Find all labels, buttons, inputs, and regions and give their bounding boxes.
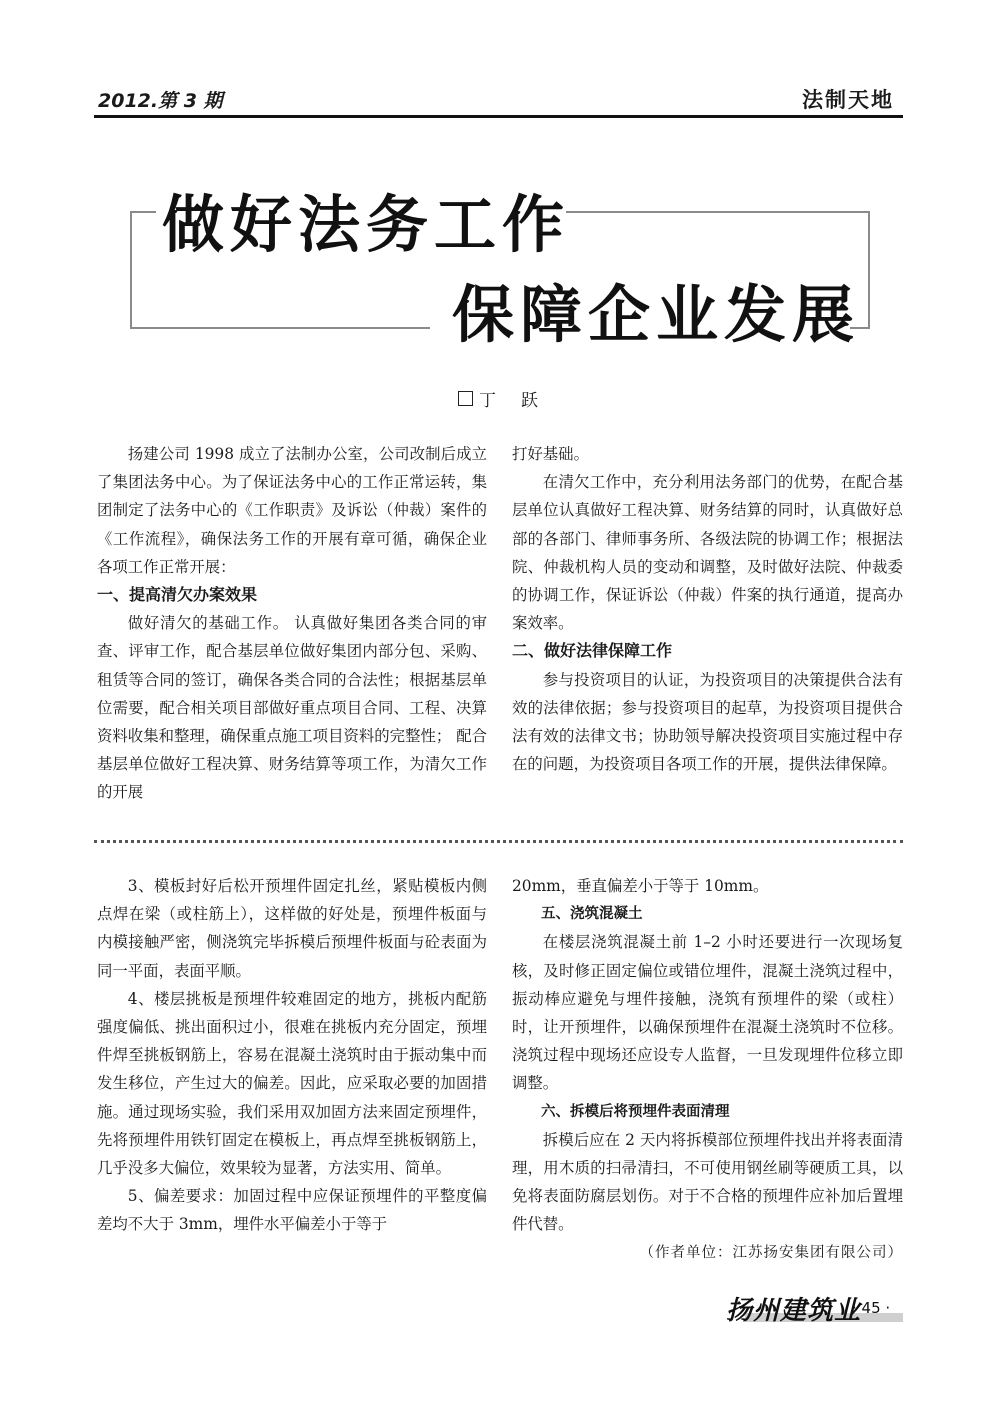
article-column-1: [97, 440, 487, 807]
page-number: · 45 ·: [852, 1299, 891, 1317]
paragraph: 在清欠工作中，充分利用法务部门的优势，在配合基层单位认真做好工程决算、财务结算的同时，认真做好总部的各部门、律师事务所、各级法院的协调工作；根据法院、仲裁机构人员的变动和调整，及时做好法院、仲裁委的协调工作，保证诉讼（仲裁）件案的执行通道，提高办案效率。: [512, 473, 903, 633]
header-rule: [94, 115, 903, 118]
article-title-line1: 做好法务工作: [162, 188, 571, 261]
paragraph: 扬建公司 1998 成立了法制办公室，公司改制后成立了集团法务中心。为了保证法务中心的工作正常运转，集团制定了法务中心的《工作职责》及诉讼（仲裁）案件的《工作流程》，确保法务工作的开展有章可循，确保企业各项工作正常开展：: [97, 445, 487, 576]
section-heading: 二、做好法律保障工作: [512, 641, 673, 661]
byline-box-icon: [458, 391, 473, 406]
paragraph: 20mm，垂直偏差小于等于 10mm。: [512, 877, 769, 895]
author-affiliation: （作者单位：江苏扬安集团有限公司）: [639, 1244, 903, 1261]
paragraph: 参与投资项目的认证，为投资项目的决策提供合法有效的法律依据；参与投资项目的起草，为投资项目提供合法有效的法律文书；协助领导解决投资项目实施过程中存在的问题，为投资项目各项工作的开展，提供法律保障。: [512, 670, 903, 774]
section-divider: [94, 840, 903, 843]
paragraph: 4、楼层挑板是预埋件较难固定的地方，挑板内配筋强度偏低、挑出面积过小，很难在挑板内充分固定，预埋件焊至挑板钢筋上，容易在混凝土浇筑时由于振动集中而发生移位，产生过大的偏差。因此，应采取必要的加固措施。通过现场实验，我们采用双加固方法来固定预埋件，先将预埋件用铁钉固定在模板上，再点焊至挑板钢筋上，几乎没多大偏位，效果较为显著，方法实用、简单。: [97, 989, 487, 1178]
subsection-heading: 六、拆模后将预埋件表面清理: [541, 1103, 730, 1120]
continued-column-2: [512, 872, 903, 1267]
frame-bottom-left: [130, 327, 430, 329]
byline: [458, 386, 542, 411]
paragraph: 打好基础。: [512, 445, 589, 463]
paragraph: 做好清欠的基础工作。 认真做好集团各类合同的审查、评审工作，配合基层单位做好集团内部分包、采购、租赁等合同的签订，确保各类合同的合法性；根据基层单位需要，配合相关项目部做好重点项目合同、工程、决算资料收集和整理，确保重点施工项目资料的完整性； 配合基层单位做好工程决算、财务结算等项工作，为清欠工作的开展: [97, 614, 487, 802]
frame-left: [130, 211, 132, 329]
frame-top-right: [566, 211, 870, 213]
continued-column-1: [97, 872, 487, 1239]
frame-right: [868, 211, 870, 329]
paragraph: 在楼层浇筑混凝土前 1–2 小时还要进行一次现场复核，及时修正固定偏位或错位埋件，混凝土浇筑过程中，振动棒应避免与埋件接触，浇筑有预埋件的梁（或柱）时，让开预埋件，以确保预埋件在混凝土浇筑时不位移。浇筑过程中现场还应设专人监督，一旦发现埋件位移立即调整。: [512, 933, 903, 1093]
issue-label: 2012.第 3 期: [98, 90, 223, 112]
magazine-logo: 扬州建筑业: [726, 1296, 862, 1326]
article-title-line2: 保障企业发展: [452, 278, 861, 351]
frame-top-left: [130, 211, 156, 213]
author-name: 丁 跃: [479, 391, 542, 411]
paragraph: 拆模后应在 2 天内将拆模部位预埋件找出并将表面清理，用木质的扫帚清扫，不可使用钢丝刷等硬质工具，以免将表面防腐层划伤。对于不合格的预埋件应补加后置埋件代替。: [512, 1130, 903, 1234]
section-heading: 一、提高清欠办案效果: [97, 585, 258, 605]
paragraph: 3、模板封好后松开预埋件固定扎丝，紧贴模板内侧点焊在梁（或柱筋上），这样做的好处是，预埋件板面与内模接触严密，侧浇筑完毕拆模后预埋件板面与砼表面为同一平面，表面平顺。: [97, 877, 487, 980]
section-label: 法制天地: [802, 88, 894, 112]
paragraph: 5、偏差要求：加固过程中应保证预埋件的平整度偏差均不大于 3mm，埋件水平偏差小于等于: [97, 1187, 487, 1234]
article-column-2: [512, 440, 903, 778]
subsection-heading: 五、浇筑混凝土: [541, 906, 643, 923]
